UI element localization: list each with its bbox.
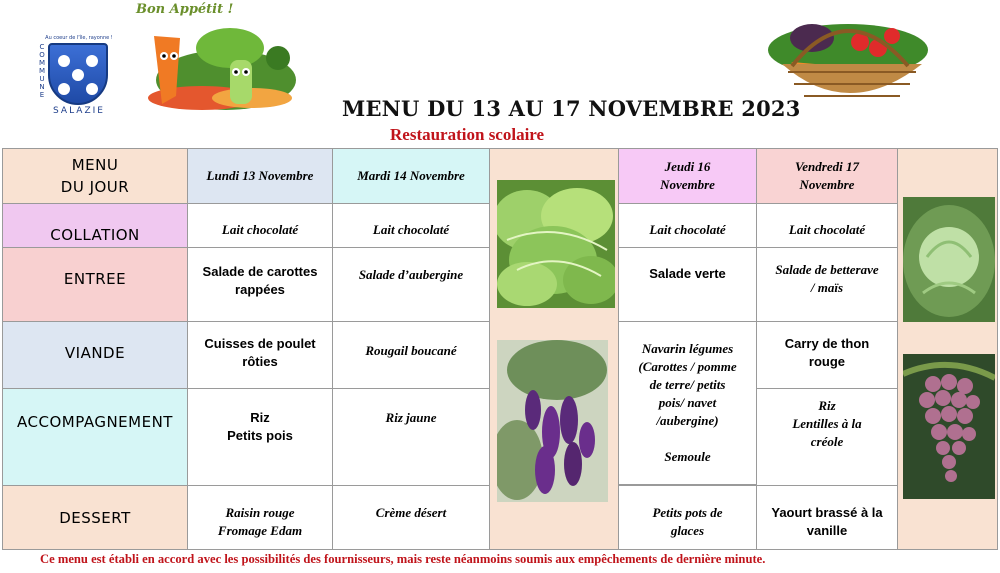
viande-vendredi: Carry de thon rouge (756, 321, 898, 389)
collation-vendredi: Lait chocolaté (756, 203, 898, 248)
grapes-photo (903, 354, 995, 499)
page-subtitle: Restauration scolaire (390, 125, 545, 144)
shield-icon (48, 43, 108, 105)
footer-disclaimer: Ce menu est établi en accord avec les possibilités des fournisseurs, mais reste néanmoins soumis aux empêchements de dernière minute. (40, 552, 766, 566)
logo-motto: Au coeur de l'île, rayonne ! (45, 35, 113, 41)
day-header-lundi: Lundi 13 Novembre (187, 148, 333, 204)
cabbage-photo (903, 197, 995, 322)
row-label-dessert: DESSERT (2, 485, 188, 550)
viande-lundi: Cuisses de poulet rôties (187, 321, 333, 389)
row-label-collation: COLLATION (2, 203, 188, 248)
collation-lundi: Lait chocolaté (187, 203, 333, 248)
row-label-viande: VIANDE (2, 321, 188, 389)
logo-town: SALAZIE (53, 106, 105, 116)
dessert-mardi: Crème désert (332, 485, 490, 550)
row-label-accompagnement: ACCOMPAGNEMENT (2, 388, 188, 486)
day-header-vendredi: Vendredi 17 Novembre (756, 148, 898, 204)
dessert-lundi: Raisin rouge Fromage Edam (187, 485, 333, 550)
entree-mardi: Salade d’aubergine (332, 247, 490, 322)
entree-jeudi: Salade verte (618, 247, 757, 322)
collation-mardi: Lait chocolaté (332, 203, 490, 248)
entree-lundi: Salade de carottes rappées (187, 247, 333, 322)
day-header-mardi: Mardi 14 Novembre (332, 148, 490, 204)
row-label-entree: ENTREE (2, 247, 188, 322)
logo-vertical-text: COMMUNE (38, 43, 46, 99)
viande-jeudi-merged: Navarin légumes (Carottes / pomme de terre/ petits pois/ navet /aubergine) Semoule (618, 321, 757, 485)
accompagnement-vendredi: Riz Lentilles à la créole (756, 388, 898, 486)
page-title: MENU DU 13 AU 17 NOVEMBRE 2023 (342, 96, 801, 121)
dessert-vendredi: Yaourt brassé à la vanille (756, 485, 898, 550)
commune-logo (38, 33, 118, 117)
bon-appetit-text: Bon Appétit ! (136, 2, 234, 17)
accompagnement-lundi: Riz Petits pois (187, 388, 333, 486)
lettuce-photo (497, 180, 615, 308)
collation-jeudi: Lait chocolaté (618, 203, 757, 248)
vegetable-characters-illustration (132, 18, 300, 114)
dessert-jeudi: Petits pots de glaces (618, 485, 757, 550)
day-header-jeudi: Jeudi 16 Novembre (618, 148, 757, 204)
accompagnement-mardi: Riz jaune (332, 388, 490, 486)
entree-vendredi: Salade de betterave / maïs (756, 247, 898, 322)
menu-du-jour-header: MENU DU JOUR (2, 148, 188, 204)
eggplant-photo (497, 340, 608, 502)
viande-mardi: Rougail boucané (332, 321, 490, 389)
